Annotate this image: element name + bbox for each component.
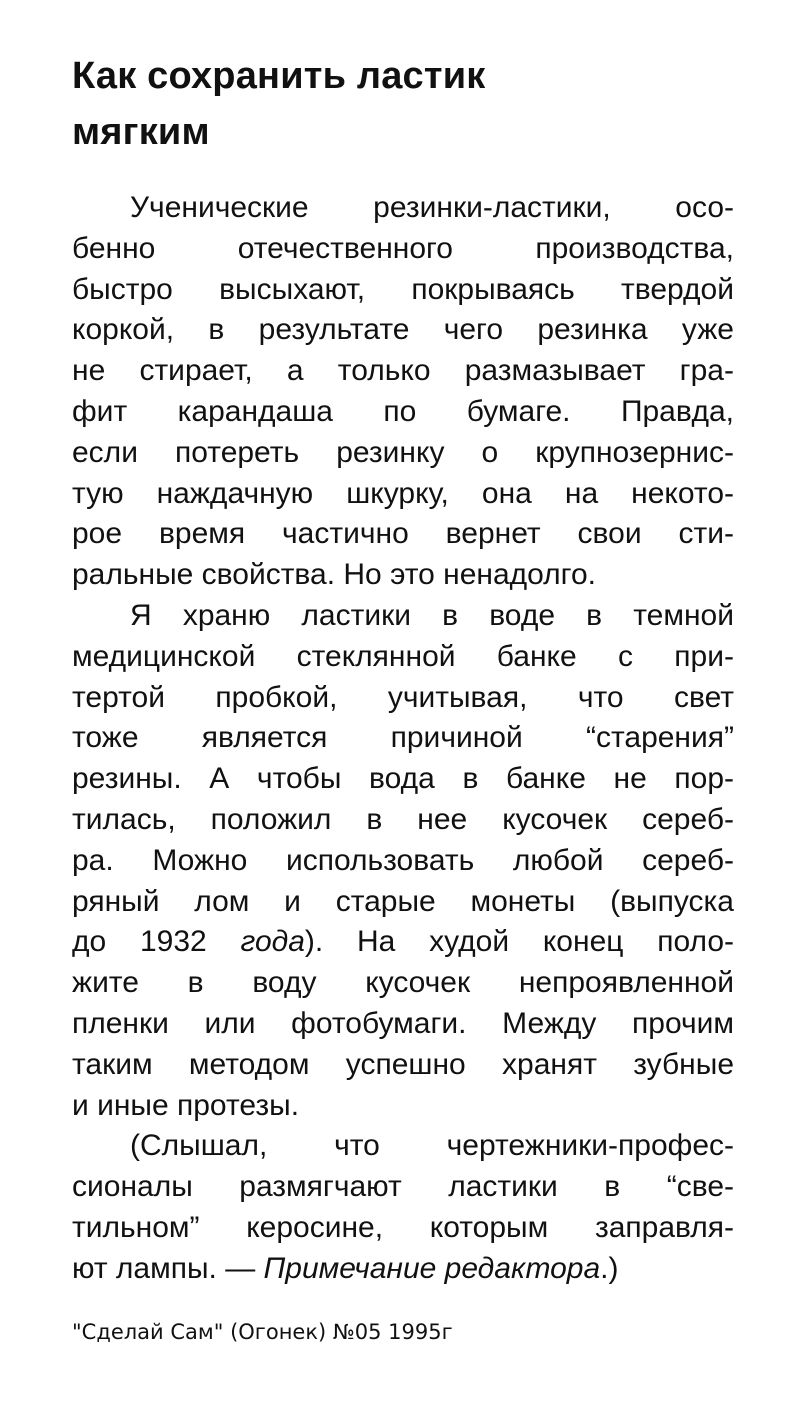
text-line: быстро высыхают, покрываясь твердой	[72, 272, 734, 306]
text-line	[72, 1249, 734, 1290]
text-line: тилась, положил в нее кусочек сереб-	[72, 802, 734, 836]
text-line: жите в воду кусочек непроявленной	[72, 966, 734, 1000]
text-segment: ют лампы. —	[72, 1251, 264, 1285]
text-line: ра. Можно использовать любой сереб-	[72, 843, 734, 877]
text-line: тоже является причиной “старения”	[72, 721, 734, 755]
text-line: рое время частично вернет свои сти-	[72, 517, 734, 551]
title-line: мягким	[72, 111, 210, 153]
paragraph-2	[72, 596, 734, 1126]
paragraph-3	[72, 1126, 734, 1289]
source-credit: "Сделай Сам" (Огонек) №05 1995г	[72, 1320, 453, 1344]
text-segment: ). На худой конец поло-	[304, 925, 734, 959]
text-line: сионалы размягчают ластики в “све-	[72, 1170, 734, 1204]
text-line: Я храню ластики в воде в темной	[130, 598, 734, 632]
paragraph-1	[72, 188, 734, 596]
text-line: фит карандаша по бумаге. Правда,	[72, 394, 734, 428]
text-line: если потереть резинку о крупнозернис-	[72, 435, 734, 469]
title-line: Как сохранить ластик	[72, 55, 486, 97]
text-line	[72, 922, 734, 963]
text-line: тую наждачную шкурку, она на некото-	[72, 476, 734, 510]
text-line: Ученические резинки-ластики, осо-	[130, 191, 734, 224]
article	[72, 48, 734, 1290]
text-line: и иные протезы.	[72, 1088, 300, 1122]
text-line: бенно отечественного производства,	[72, 231, 734, 265]
text-line: ральные свойства. Но это ненадолго.	[72, 558, 596, 592]
text-segment: до 1932	[72, 925, 241, 959]
text-line: пленки или фотобумаги. Между прочим	[72, 1006, 734, 1040]
text-line: (Слышал, что чертежники-профес-	[130, 1129, 734, 1163]
text-line: таким методом успешно хранят зубные	[72, 1047, 734, 1081]
text-line: резины. А чтобы вода в банке не пор-	[72, 762, 734, 796]
text-line: коркой, в результате чего резинка уже	[72, 313, 734, 347]
italic-word: года	[240, 925, 305, 959]
text-line: ряный лом и старые монеты (выпуска	[72, 884, 734, 918]
article-title	[72, 48, 734, 160]
text-segment: .)	[600, 1251, 619, 1285]
text-line: тертой пробкой, учитывая, что свет	[72, 680, 734, 714]
editor-note: Примечание редактора	[263, 1251, 601, 1285]
text-line: не стирает, а только размазывает гра-	[72, 354, 734, 388]
text-line: тильном” керосине, которым заправля-	[72, 1210, 734, 1244]
text-line: медицинской стеклянной банке с при-	[72, 639, 734, 673]
